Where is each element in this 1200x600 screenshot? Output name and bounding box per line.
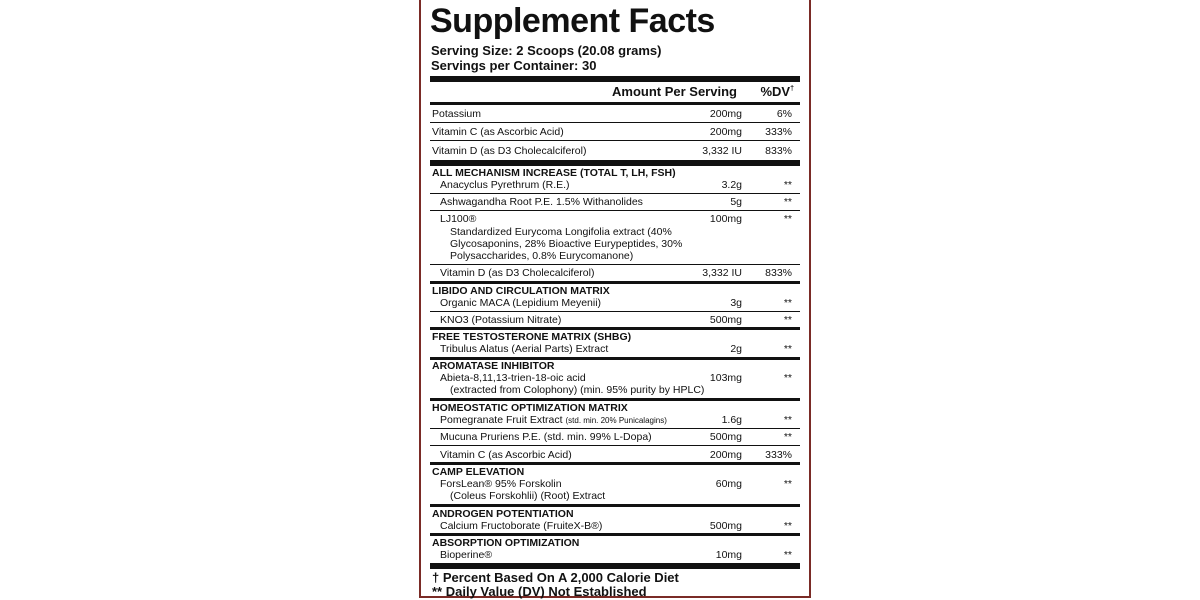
ingredient-amount: 5g	[730, 196, 742, 208]
ingredient-amount: 500mg	[709, 314, 742, 326]
vitamin-name: Vitamin C (as Ascorbic Acid)	[432, 126, 564, 138]
label-title: Supplement Facts	[430, 2, 715, 40]
rule-medium	[430, 281, 800, 284]
ingredient-amount: 103mg	[709, 372, 742, 384]
rule-thin	[430, 445, 800, 446]
ingredient-name: Anacyclus Pyrethrum (R.E.)	[440, 179, 570, 191]
ingredient-dv: **	[783, 196, 792, 208]
serving-size: Serving Size: 2 Scoops (20.08 grams)	[431, 43, 662, 58]
ingredient-dv: **	[783, 372, 792, 384]
ingredient-amount: 2g	[730, 343, 742, 355]
section-title-camp: CAMP ELEVATION	[432, 466, 525, 478]
section-title-libido: LIBIDO AND CIRCULATION MATRIX	[432, 285, 610, 297]
section-title-absorption: ABSORPTION OPTIMIZATION	[432, 537, 580, 549]
ingredient-amount: 3.2g	[721, 179, 742, 191]
rule-thin	[430, 428, 800, 429]
rule-thick	[430, 563, 800, 569]
servings-per-container: Servings per Container: 30	[431, 58, 597, 73]
section-title-homeostatic: HOMEOSTATIC OPTIMIZATION MATRIX	[432, 402, 628, 414]
section-title-mechanism: ALL MECHANISM INCREASE (TOTAL T, LH, FSH)	[432, 167, 676, 179]
header-dv-label: %DV	[760, 84, 791, 99]
rule-medium	[430, 327, 800, 330]
ingredient-dv: **	[783, 179, 792, 191]
rule-medium	[430, 462, 800, 465]
rule-thick	[430, 76, 800, 82]
rule-thin	[430, 140, 800, 141]
dagger-mark: †	[790, 85, 794, 93]
ingredient-amount: 3g	[730, 297, 742, 309]
ingredient-detail: Glycosaponins, 28% Bioactive Eurypeptides, 30%	[450, 238, 683, 250]
ingredient-note: (std. min. 20% Punicalagins)	[565, 416, 667, 425]
ingredient-amount: 3,332 IU	[702, 267, 742, 279]
ingredient-dv: **	[783, 297, 792, 309]
rule-thick	[430, 160, 800, 166]
ingredient-dv: **	[783, 414, 792, 426]
ingredient-dv: 333%	[765, 449, 792, 461]
footnote-dv: ** Daily Value (DV) Not Established	[432, 584, 647, 599]
ingredient-name-text: Pomegranate Fruit Extract	[440, 414, 563, 426]
ingredient-dv: **	[783, 343, 792, 355]
section-title-aromatase: AROMATASE INHIBITOR	[432, 360, 555, 372]
ingredient-name: Mucuna Pruriens P.E. (std. min. 99% L-Dopa)	[440, 431, 652, 443]
ingredient-detail: Standardized Eurycoma Longifolia extract (40%	[450, 226, 672, 238]
ingredient-amount: 100mg	[709, 213, 742, 225]
ingredient-dv: **	[783, 478, 792, 490]
vitamin-amount: 200mg	[709, 126, 742, 138]
ingredient-name: Bioperine®	[440, 549, 493, 561]
ingredient-name	[440, 414, 667, 427]
rule-thin	[430, 193, 800, 194]
rule-thin	[430, 210, 800, 211]
vitamin-dv: 6%	[776, 108, 792, 120]
ingredient-name: Vitamin D (as D3 Cholecalciferol)	[440, 267, 595, 279]
rule-thin	[430, 311, 800, 312]
rule-medium	[430, 102, 800, 105]
section-title-free-testosterone: FREE TESTOSTERONE MATRIX (SHBG)	[432, 331, 632, 343]
ingredient-name: Organic MACA (Lepidium Meyenii)	[440, 297, 602, 309]
ingredient-name: Vitamin C (as Ascorbic Acid)	[440, 449, 572, 461]
vitamin-amount: 3,332 IU	[702, 145, 742, 157]
rule-medium	[430, 533, 800, 536]
ingredient-detail: Polysaccharides, 0.8% Eurycomanone)	[450, 250, 634, 262]
ingredient-dv: **	[783, 520, 792, 532]
ingredient-dv: **	[783, 431, 792, 443]
ingredient-amount: 200mg	[709, 449, 742, 461]
vitamin-amount: 200mg	[709, 108, 742, 120]
ingredient-name: Calcium Fructoborate (FruiteX-B®)	[440, 520, 603, 532]
rule-thin	[430, 264, 800, 265]
ingredient-name: ForsLean® 95% Forskolin	[440, 478, 562, 490]
ingredient-detail: (extracted from Colophony) (min. 95% purity by HPLC)	[450, 384, 705, 396]
section-title-androgen: ANDROGEN POTENTIATION	[432, 508, 574, 520]
header-amount-per-serving: Amount Per Serving	[612, 84, 737, 99]
ingredient-amount: 500mg	[709, 520, 742, 532]
ingredient-amount: 60mg	[715, 478, 742, 490]
header-daily-value	[760, 84, 794, 99]
ingredient-amount: 1.6g	[721, 414, 742, 426]
vitamin-name: Vitamin D (as D3 Cholecalciferol)	[432, 145, 587, 157]
ingredient-name: Abieta-8,11,13-trien-18-oic acid	[440, 372, 586, 384]
ingredient-name: LJ100®	[440, 213, 477, 225]
rule-thin	[430, 122, 800, 123]
ingredient-dv: 833%	[765, 267, 792, 279]
rule-medium	[430, 504, 800, 507]
ingredient-name: KNO3 (Potassium Nitrate)	[440, 314, 562, 326]
vitamin-dv: 833%	[765, 145, 792, 157]
label-panel	[430, 0, 800, 599]
ingredient-name: Tribulus Alatus (Aerial Parts) Extract	[440, 343, 609, 355]
rule-medium	[430, 398, 800, 401]
supplement-facts-label	[419, 0, 811, 598]
ingredient-dv: **	[783, 213, 792, 225]
ingredient-amount: 10mg	[715, 549, 742, 561]
ingredient-amount: 500mg	[709, 431, 742, 443]
ingredient-dv: **	[783, 314, 792, 326]
ingredient-detail: (Coleus Forskohlii) (Root) Extract	[450, 490, 606, 502]
vitamin-name: Potassium	[432, 108, 482, 120]
ingredient-name: Ashwagandha Root P.E. 1.5% Withanolides	[440, 196, 643, 208]
vitamin-dv: 333%	[765, 126, 792, 138]
ingredient-dv: **	[783, 549, 792, 561]
footnote-dagger: † Percent Based On A 2,000 Calorie Diet	[432, 570, 679, 585]
